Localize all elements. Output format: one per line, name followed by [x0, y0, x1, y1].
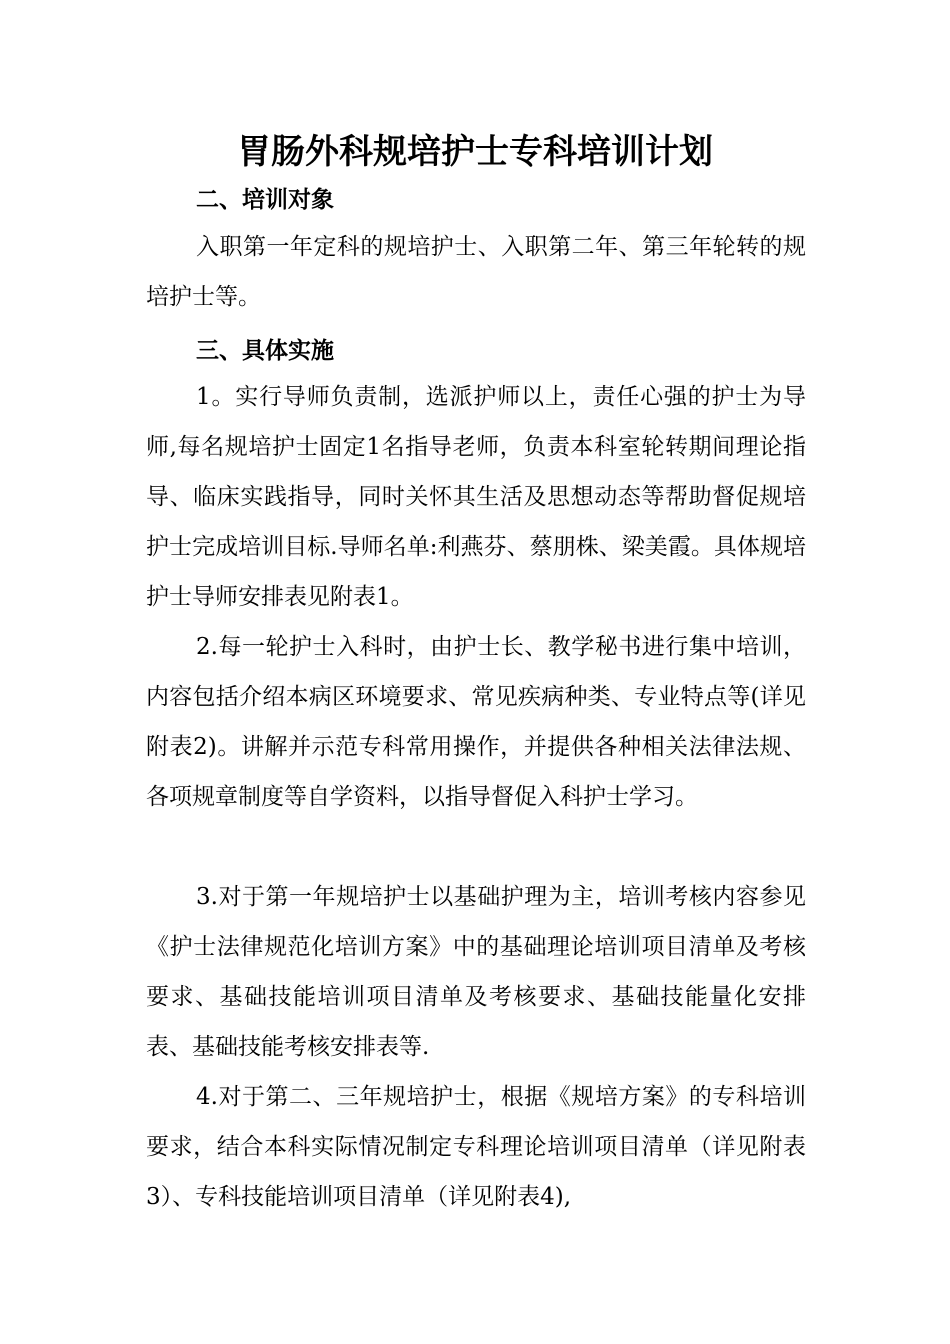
document-title: 胃肠外科规培护士专科培训计划 — [237, 132, 713, 172]
paragraph-item-4: 4.对于第二、三年规培护士，根据《规培方案》的专科培训要求，结合本科实际情况制定专科理论培训项目清单（详见附表3）、专科技能培训项目清单（详见附表4), — [146, 1084, 806, 1210]
paragraph-training-target: 入职第一年定科的规培护士、入职第二年、第三年轮转的规培护士等。 — [146, 234, 806, 310]
section-heading-implementation: 三、具体实施 — [196, 338, 334, 364]
paragraph-item-2: 2.每一轮护士入科时，由护士长、教学秘书进行集中培训，内容包括介绍本病区环境要求、常见疾病种类、专业特点等(详见附表2)。讲解并示范专科常用操作，并提供各种相关法律法规、各项规章制度等自学资料，以指导督促入科护士学习。 — [146, 634, 806, 810]
paragraph-item-1: 1。实行导师负责制，选派护师以上，责任心强的护士为导师,每名规培护士固定1名指导老师，负责本科室轮转期间理论指导、临床实践指导，同时关怀其生活及思想动态等帮助督促规培护士完成培训目标.导师名单:利燕芬、蔡朋株、梁美霞。具体规培护士导师安排表见附表1。 — [146, 384, 806, 610]
section-heading-training-target: 二、培训对象 — [196, 187, 334, 213]
paragraph-item-3: 3.对于第一年规培护士以基础护理为主，培训考核内容参见《护士法律规范化培训方案》中的基础理论培训项目清单及考核要求、基础技能培训项目清单及考核要求、基础技能量化安排表、基础技能考核安排表等. — [146, 884, 806, 1060]
